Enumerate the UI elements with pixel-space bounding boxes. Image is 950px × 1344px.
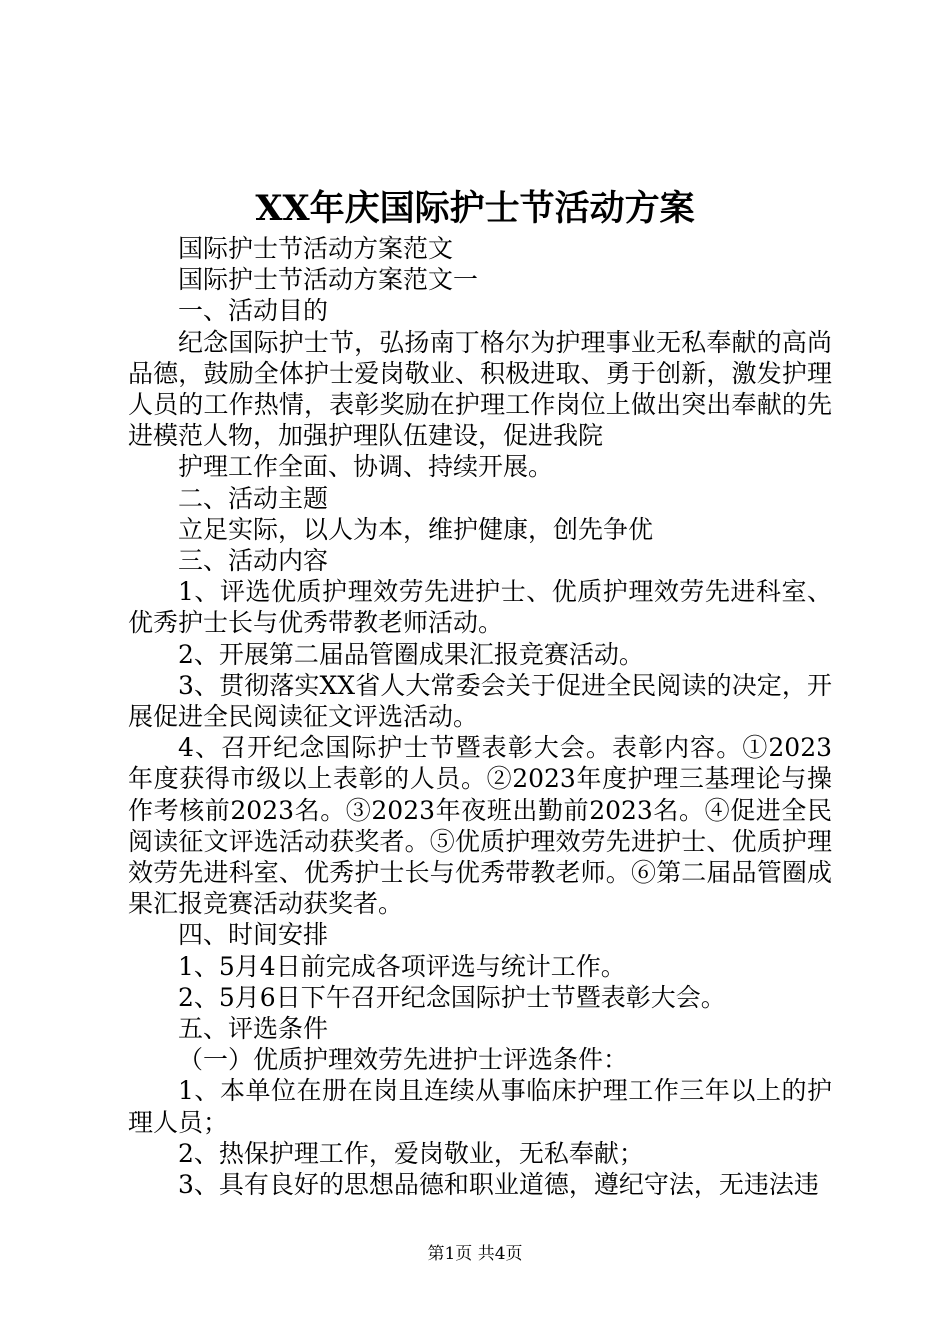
paragraph: 2、5月6日下午召开纪念国际护士节暨表彰大会。 (178, 982, 726, 1012)
paragraph: 国际护士节活动方案范文 (178, 234, 454, 263)
section-heading: 五、评选条件 (178, 1014, 329, 1044)
paragraph: 立足实际，以人为本，维护健康，创先争优 (178, 514, 654, 544)
paragraph: （一）优质护理效劳先进护士评选条件： (178, 1045, 629, 1075)
paragraph: 国际护士节活动方案范文一 (178, 265, 479, 295)
section-heading: 一、活动目的 (178, 296, 329, 326)
paragraph: 2、开展第二届品管圈成果汇报竞赛活动。 (178, 639, 644, 669)
paragraph: 1、5月4日前完成各项评选与统计工作。 (178, 951, 626, 981)
paragraph: 4、召开纪念国际护士节暨表彰大会。表彰内容。①2023年度获得市级以上表彰的人员。②2023年度护理三基理论与操作考核前2023名。③2023年夜班出勤前2023名。④促进全民阅读征文评选活动获奖者。⑤优质护理效劳先进护士、优质护理效劳先进科室、优秀护士长与优秀带教老师。⑥第二届品管圈成果汇报竞赛活动获奖者。 (128, 733, 832, 919)
section-heading: 三、活动内容 (178, 546, 329, 576)
document-title: XX年庆国际护士节活动方案 (255, 188, 695, 229)
page-footer: 第1页 共4页 (427, 1244, 523, 1264)
section-heading: 二、活动主题 (178, 483, 329, 513)
section-heading: 四、时间安排 (178, 920, 329, 950)
document-body (128, 233, 832, 1200)
paragraph: 纪念国际护士节，弘扬南丁格尔为护理事业无私奉献的高尚品德，鼓励全体护士爱岗敬业、积极进取、勇于创新，激发护理人员的工作热情，表彰奖励在护理工作岗位上做出突出奉献的先进模范人物，加强护理队伍建设，促进我院 (128, 327, 832, 451)
paragraph: 2、热保护理工作，爱岗敬业，无私奉献； (178, 1138, 644, 1168)
paragraph: 3、贯彻落实XX省人大常委会关于促进全民阅读的决定，开展促进全民阅读征文评选活动。 (128, 670, 832, 732)
paragraph: 护理工作全面、协调、持续开展。 (178, 452, 554, 482)
paragraph: 1、本单位在册在岗且连续从事临床护理工作三年以上的护理人员； (128, 1076, 832, 1137)
paragraph: 3、具有良好的思想品德和职业道德，遵纪守法，无违法违 (178, 1170, 819, 1200)
paragraph: 1、评选优质护理效劳先进护士、优质护理效劳先进科室、优秀护士长与优秀带教老师活动。 (128, 577, 832, 638)
